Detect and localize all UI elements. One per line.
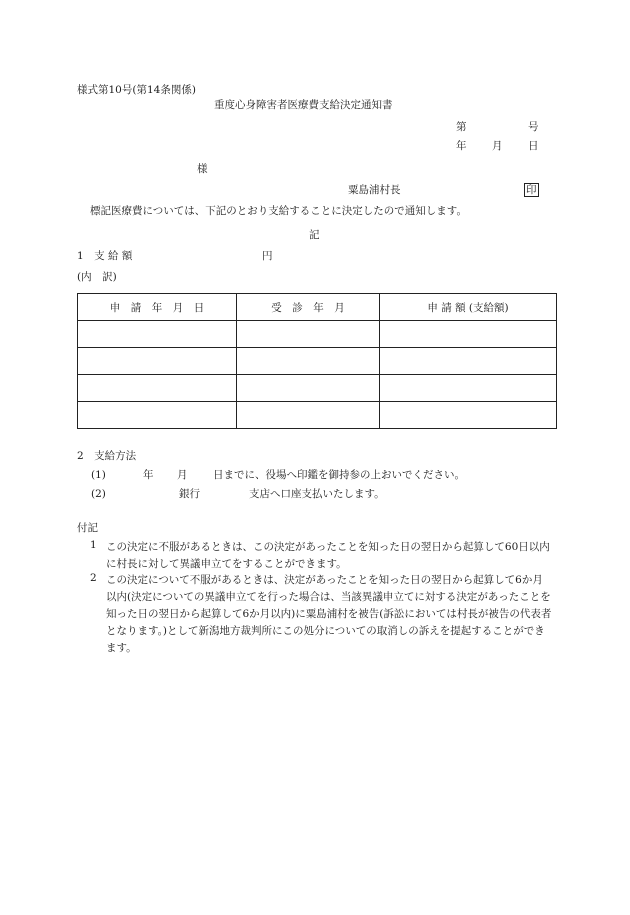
table-cell [380, 348, 557, 375]
breakdown-label: (内 訳) [77, 271, 117, 283]
method1-year: 年 [143, 469, 154, 481]
seal-box: 印 [526, 184, 537, 196]
table-cell [78, 321, 237, 348]
amount-unit: 円 [262, 250, 273, 262]
recipient-suffix: 様 [197, 163, 208, 175]
table-row [78, 348, 557, 375]
note1-number: 1 [90, 539, 97, 551]
breakdown-table [77, 293, 557, 429]
table-row [78, 402, 557, 429]
note2-number: 2 [90, 572, 97, 584]
doc-number-suffix: 号 [528, 121, 539, 133]
table-cell [237, 402, 380, 429]
table-cell [380, 321, 557, 348]
header-claim-amount: 申 請 額 (支給額) [380, 294, 557, 321]
seal-mark [524, 183, 539, 197]
date-day: 日 [528, 140, 539, 152]
notes-heading: 付記 [77, 522, 98, 534]
intro-text: 標記医療費については、下記のとおり支給することに決定したので通知します。 [90, 205, 467, 217]
issuer-name: 粟島浦村長 [348, 184, 401, 196]
table-cell [380, 375, 557, 402]
date-month: 月 [492, 140, 503, 152]
form-number: 様式第10号(第14条関係) [77, 84, 196, 96]
ki-label: 記 [309, 229, 320, 241]
method2-text: 支店へ口座支払いたします。 [249, 488, 385, 500]
note1-text: この決定に不服があるときは、この決定があったことを知った日の翌日から起算して60日以内に村長に対して異議申立てをすることができます。 [106, 541, 550, 570]
header-visit-month: 受 診 年 月 [237, 294, 380, 321]
table-cell [78, 348, 237, 375]
doc-number-prefix: 第 [456, 121, 467, 133]
table-cell [237, 375, 380, 402]
amount-label: 1 支 給 額 [77, 250, 133, 262]
payment-method-label: 2 支給方法 [77, 450, 137, 462]
document-title: 重度心身障害者医療費支給決定通知書 [214, 99, 393, 111]
table-cell [380, 402, 557, 429]
table-cell [237, 348, 380, 375]
method2-number: (2) [91, 488, 106, 500]
table-header-row [78, 294, 557, 321]
date-year: 年 [456, 140, 467, 152]
note2-text: この決定について不服があるときは、決定があったことを知った日の翌日から起算して6か月以内(決定についての異議申立てを行った場合は、当該異議申立てに対する決定があったことを知った日の翌日から起算して6か月以内)に粟島浦村を被告(訴訟においては村長が被告の代表者となります。)として新潟地方裁判所にこの処分についての取消しの訴えを提起することができます。 [106, 574, 552, 654]
table-cell [237, 321, 380, 348]
table-row [78, 321, 557, 348]
method1-text: 日までに、役場へ印鑑を御持参の上おいでください。 [213, 469, 465, 481]
method2-bank: 銀行 [179, 488, 200, 500]
table-cell [78, 402, 237, 429]
table-cell [78, 375, 237, 402]
header-application-date: 申 請 年 月 日 [78, 294, 237, 321]
table-row [78, 375, 557, 402]
method1-number: (1) [91, 469, 106, 481]
method1-month: 月 [177, 469, 188, 481]
